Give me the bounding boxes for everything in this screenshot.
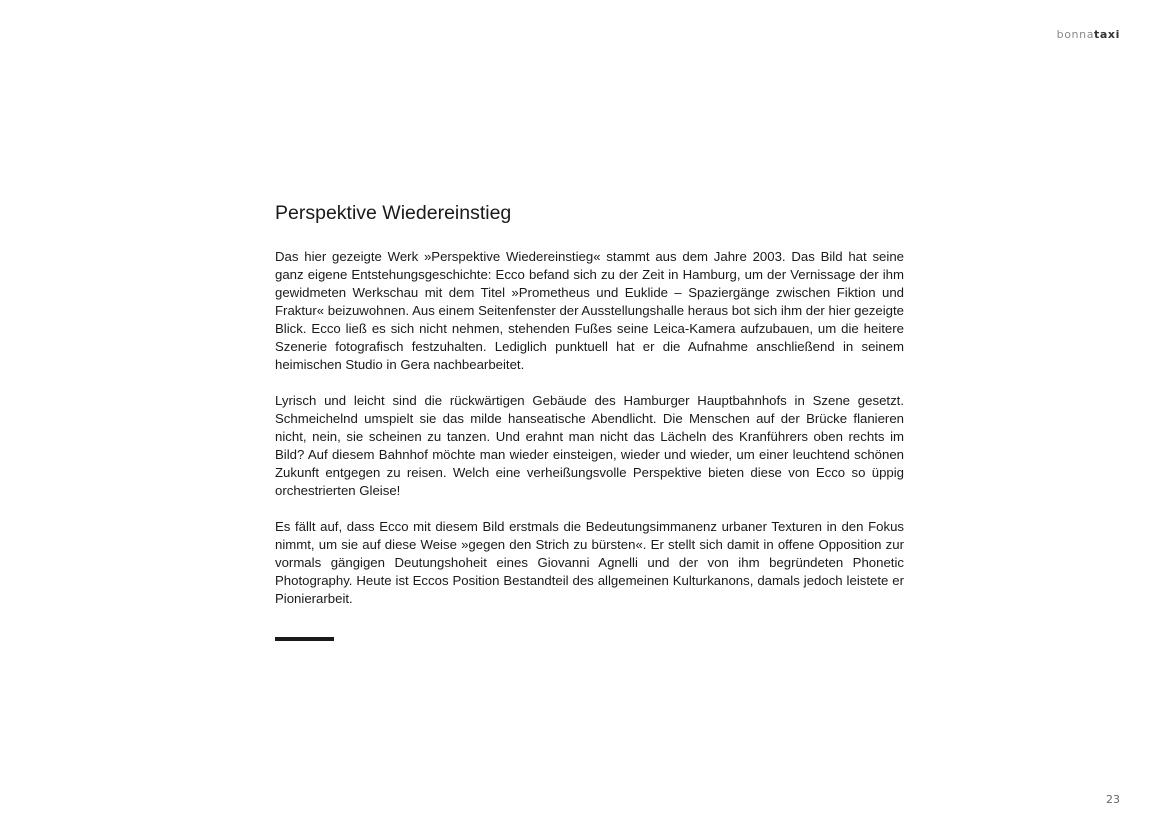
article-paragraph-3: Es fällt auf, dass Ecco mit diesem Bild erstmals die Bedeutungsimmanenz urbaner Texturen in den Fokus nimmt, um sie auf diese Weise »gegen den Strich zu bürsten«. Er stellt sich damit in offene Opposition zur vormals gängigen Deutungshoheit eines Giovanni Agnelli und der von ihm begründeten Phonetic Photography. Heute ist Eccos Position Bestandteil des allgemeinen Kulturkanons, damals jedoch leistete er Pionierarbeit. (275, 519, 904, 606)
article-title: Perspektive Wiedereinstieg (275, 202, 512, 224)
article-paragraph-1: Das hier gezeigte Werk »Perspektive Wiedereinstieg« stammt aus dem Jahre 2003. Das Bild hat seine ganz eigene Entstehungsgeschichte: Ecco befand sich zu der Zeit in Hamburg, um der Vernissage der ihm gewidmeten Werkschau mit dem Titel »Prometheus und Euklide – Spaziergänge zwischen Fiktion und Fraktur« beizuwohnen. Aus einem Seitenfenster der Ausstellungshalle heraus bot sich ihm der hier gezeigte Blick. Ecco ließ es sich nicht nehmen, stehenden Fußes seine Leica-Kamera aufzubauen, um die heitere Szenerie fotografisch festzuhalten. Lediglich punktuell hat er die Aufnahme anschließend in seinem heimischen Studio in Gera nachbearbeitet. (275, 249, 904, 372)
brand-logo-bold: taxi (1094, 28, 1120, 41)
brand-logo (1057, 28, 1120, 41)
page-number: 23 (1106, 793, 1120, 806)
article-paragraph-2: Lyrisch und leicht sind die rückwärtigen Gebäude des Hamburger Hauptbahnhofs in Szene gesetzt. Schmeichelnd umspielt sie das milde hanseatische Abendlicht. Die Menschen auf der Brücke flanieren nicht, nein, sie scheinen zu tanzen. Und erahnt man nicht das Lächeln des Kranführers oben rechts im Bild? Auf diesem Bahnhof möchte man wieder einsteigen, wieder und wieder, um einer leuchtend schönen Zukunft entgegen zu reisen. Welch eine verheißungsvolle Perspektive bieten diese von Ecco so üppig orchestrierten Gleise! (275, 393, 904, 498)
article (275, 200, 904, 641)
brand-logo-light: bonna (1056, 28, 1095, 41)
decorative-rule (275, 637, 334, 641)
